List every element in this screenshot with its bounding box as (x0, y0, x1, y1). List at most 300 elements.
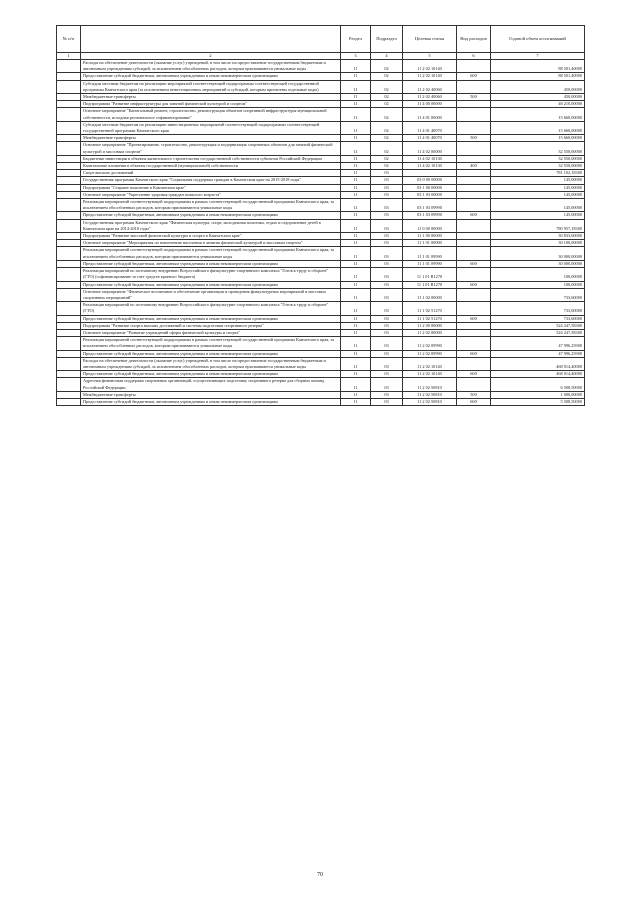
table-row (57, 142, 585, 155)
row-name: Межбюджетные трансферты (81, 391, 341, 398)
row-index (57, 177, 81, 184)
row-subsection: 03 (371, 337, 403, 350)
row-expense-type: 600 (457, 73, 491, 80)
row-expense-type: 500 (457, 135, 491, 142)
table-row (57, 60, 585, 73)
row-subsection: 02 (371, 101, 403, 108)
row-name: Бюджетные инвестиции в объекты капитального строительства государственной собственности субъектов Российской Федерации (81, 155, 341, 162)
column-number: 7 (491, 53, 585, 60)
row-index (57, 371, 81, 378)
row-amount: 145,00000 (491, 177, 585, 184)
row-section: 11 (341, 398, 371, 405)
row-section: 11 (341, 337, 371, 350)
table-row (57, 240, 585, 247)
table-row (57, 184, 585, 191)
row-section: 11 (341, 219, 371, 232)
column-number-row (57, 53, 585, 60)
table-row (57, 281, 585, 288)
row-target: 11 4 02 00000 (403, 142, 457, 155)
table-row (57, 391, 585, 398)
row-amount: 48 210,00000 (491, 101, 585, 108)
table-row (57, 212, 585, 219)
row-expense-type (457, 142, 491, 155)
row-index (57, 337, 81, 350)
row-section: 11 (341, 268, 371, 281)
table-row (57, 199, 585, 212)
row-subsection: 03 (371, 391, 403, 398)
row-target: 11 2 02 10140 (403, 371, 457, 378)
row-target (403, 170, 457, 177)
row-target: 11 2 02 09990 (403, 337, 457, 350)
table-row (57, 177, 585, 184)
row-expense-type (457, 60, 491, 73)
row-target: 11 4 02 10130 (403, 155, 457, 162)
row-subsection: 02 (371, 80, 403, 93)
row-target: 03 1 03 09990 (403, 199, 457, 212)
row-subsection: 03 (371, 329, 403, 336)
row-amount: 780 957,18300 (491, 219, 585, 232)
row-expense-type (457, 247, 491, 260)
row-name: Адресная финансовая поддержка спортивных организаций, осуществляющих подготовку спортивного резерва для сборных команд Российской Федерации (81, 378, 341, 391)
column-number: 3 (341, 53, 371, 60)
row-subsection: 03 (371, 260, 403, 267)
table-row (57, 247, 585, 260)
row-index (57, 398, 81, 405)
header-subsection: Подраздел (371, 26, 403, 53)
header-annual-sum: Годовой объем ассигнований (491, 26, 585, 53)
row-section: 11 (341, 350, 371, 357)
row-amount: 145,00000 (491, 212, 585, 219)
row-target: 11 1 02 51270 (403, 315, 457, 322)
row-subsection: 03 (371, 398, 403, 405)
row-subsection: 02 (371, 108, 403, 121)
column-number: 1 (57, 53, 81, 60)
table-row (57, 233, 585, 240)
row-target: 11 1 01 00000 (403, 240, 457, 247)
row-name: Реализация мероприятий соответствующей подпрограммы в рамках соответствующей государственной программы Камчатского края, за исключением обособленных расходов, которым присваиваются уникальные коды (81, 247, 341, 260)
row-name: Основное мероприятие "Проектирование, строительство, реконструкция и модернизация спортивных объектов для занятий физической культурой и массовым спортом" (81, 142, 341, 155)
row-section: 11 (341, 212, 371, 219)
row-index (57, 142, 81, 155)
row-expense-type: 600 (457, 398, 491, 405)
table-row (57, 268, 585, 281)
row-target: 03 1 00 00000 (403, 184, 457, 191)
row-section: 11 (341, 357, 371, 370)
row-amount: 30 833,60000 (491, 233, 585, 240)
row-index (57, 191, 81, 198)
row-amount: 32 550,00000 (491, 142, 585, 155)
row-name: Предоставление субсидий бюджетным, автономным учреждениям и иным некоммерческим организациям (81, 281, 341, 288)
row-index (57, 163, 81, 170)
row-name: Предоставление субсидий бюджетным, автономным учреждениям и иным некоммерческим организациям (81, 398, 341, 405)
table-body (57, 60, 585, 406)
table-row (57, 155, 585, 162)
table-row (57, 378, 585, 391)
table-row (57, 357, 585, 370)
row-name: Основное мероприятие "Капитальный ремонт, строительство, реконструкция объектов спортивной инфраструктуры муниципальной собственности, исходная региональное софинансирование" (81, 108, 341, 121)
table-row (57, 315, 585, 322)
row-section: 11 (341, 247, 371, 260)
row-section: 11 (341, 135, 371, 142)
row-expense-type (457, 219, 491, 232)
row-name: Подпрограмма "Развитие спорта высших достижений и системы подготовки спортивного резерва" (81, 322, 341, 329)
row-subsection: 02 (371, 121, 403, 134)
row-expense-type (457, 184, 491, 191)
row-target: 11 0 00 00000 (403, 219, 457, 232)
row-amount: 32 550,00000 (491, 155, 585, 162)
row-section: 11 (341, 177, 371, 184)
row-index (57, 233, 81, 240)
row-subsection: 02 (371, 60, 403, 73)
column-number: 6 (457, 53, 491, 60)
row-index (57, 155, 81, 162)
row-name: Государственная программа Камчатского края "Социальная поддержка граждан в Камчатском крае на 2015-2018 годы" (81, 177, 341, 184)
row-index (57, 94, 81, 101)
row-index (57, 80, 81, 93)
row-expense-type (457, 268, 491, 281)
row-name: Основное мероприятие "Физическое воспитание и обеспечение организации и проведения физкультурных мероприятий и массовых спортивных мероприятий" (81, 288, 341, 301)
table-row (57, 135, 585, 142)
header-target: Целевая статья (403, 26, 457, 53)
row-target: 11 2 02 50810 (403, 378, 457, 391)
page-number: 70 (317, 872, 323, 878)
row-target: 11 2 02 10140 (403, 73, 457, 80)
row-target: 03 1 03 09990 (403, 212, 457, 219)
header-expense-type: Вид расходов (457, 26, 491, 53)
row-index (57, 281, 81, 288)
row-index (57, 121, 81, 134)
row-expense-type (457, 170, 491, 177)
row-index (57, 135, 81, 142)
row-subsection: 03 (371, 247, 403, 260)
row-section: 11 (341, 378, 371, 391)
row-subsection: 03 (371, 371, 403, 378)
row-subsection: 03 (371, 233, 403, 240)
table-row (57, 108, 585, 121)
row-expense-type (457, 108, 491, 121)
row-section: 11 (341, 184, 371, 191)
row-target: 11 4 01 00000 (403, 108, 457, 121)
column-number: 4 (371, 53, 403, 60)
header-index: № п/п (57, 26, 81, 53)
row-name: Основное мероприятие "Развитие учреждений сферы физической культуры и спорта" (81, 329, 341, 336)
row-index (57, 302, 81, 315)
row-name: Капитальные вложения в объекты государственной (муниципальной) собственности (81, 163, 341, 170)
row-section: 11 (341, 170, 371, 177)
row-amount: 450,00000 (491, 80, 585, 93)
row-name: Основное мероприятие "Укрепление здоровья граждан пожилого возраста" (81, 191, 341, 198)
row-amount: 145,00000 (491, 191, 585, 198)
row-index (57, 322, 81, 329)
row-subsection: 03 (371, 191, 403, 198)
row-amount: 733,60000 (491, 302, 585, 315)
table-row (57, 371, 585, 378)
row-section: 11 (341, 73, 371, 80)
row-expense-type (457, 191, 491, 198)
row-name: Предоставление субсидий бюджетным, автономным учреждениям и иным некоммерческим организациям (81, 73, 341, 80)
row-expense-type (457, 177, 491, 184)
row-subsection: 02 (371, 73, 403, 80)
row-amount: 145,00000 (491, 184, 585, 191)
row-target: 11 4 01 40070 (403, 121, 457, 134)
row-subsection: 03 (371, 322, 403, 329)
table-row (57, 101, 585, 108)
row-name: Основное мероприятие "Мероприятия по вовлечению населения в занятия физической культурой и массовым спортом" (81, 240, 341, 247)
row-target: 11 2 02 50810 (403, 398, 457, 405)
row-target: 11 4 02 10130 (403, 163, 457, 170)
row-target: 11 1 00 00000 (403, 233, 457, 240)
row-expense-type (457, 80, 491, 93)
row-amount: 145,00000 (491, 199, 585, 212)
row-index (57, 315, 81, 322)
table-row (57, 219, 585, 232)
row-index (57, 260, 81, 267)
row-expense-type (457, 337, 491, 350)
row-index (57, 73, 81, 80)
row-expense-type (457, 233, 491, 240)
row-target: 03 1 03 00000 (403, 191, 457, 198)
row-name: Государственная программа Камчатского края "Физическая культура, спорт, молодежная политика, отдых и оздоровление детей в Камчатском крае на 2014-2018 годы" (81, 219, 341, 232)
row-section: 11 (341, 60, 371, 73)
row-section: 11 (341, 329, 371, 336)
row-amount: 88 501,40000 (491, 73, 585, 80)
row-expense-type: 600 (457, 350, 491, 357)
row-index (57, 212, 81, 219)
row-target: 11 1 02 51270 (403, 302, 457, 315)
row-subsection: 02 (371, 155, 403, 162)
row-section: 11 (341, 155, 371, 162)
table-row (57, 337, 585, 350)
row-section: 11 (341, 315, 371, 322)
column-number: 5 (403, 53, 457, 60)
row-name: Спорт высших достижений (81, 170, 341, 177)
row-name: Подпрограмма "Старшее поколение в Камчатском крае" (81, 184, 341, 191)
budget-table (56, 25, 585, 406)
row-section: 11 (341, 121, 371, 134)
row-amount: 15 660,00000 (491, 121, 585, 134)
row-index (57, 350, 81, 357)
row-section: 11 (341, 322, 371, 329)
row-section: 11 (341, 391, 371, 398)
row-section: 11 (341, 233, 371, 240)
row-target: 11 1 01 R1270 (403, 268, 457, 281)
column-number: 2 (81, 53, 341, 60)
row-expense-type: 600 (457, 371, 491, 378)
row-expense-type (457, 121, 491, 134)
table-row (57, 350, 585, 357)
row-index (57, 60, 81, 73)
row-index (57, 199, 81, 212)
row-section: 11 (341, 240, 371, 247)
row-name: Реализация мероприятий по поэтапному внедрению Всероссийского физкультурно-спортивного комплекса "Готов к труду и обороне" (ГТО) (81, 302, 341, 315)
row-amount: 100,00000 (491, 268, 585, 281)
row-target: 03 0 00 00000 (403, 177, 457, 184)
table-row (57, 121, 585, 134)
row-name: Межбюджетные трансферты (81, 135, 341, 142)
row-amount: 468 014,40000 (491, 357, 585, 370)
row-amount: 47 996,25900 (491, 350, 585, 357)
table-row (57, 329, 585, 336)
row-expense-type (457, 155, 491, 162)
row-subsection: 03 (371, 212, 403, 219)
row-subsection: 03 (371, 177, 403, 184)
header-name (81, 26, 341, 53)
row-section: 11 (341, 101, 371, 108)
row-target: 11 2 02 40060 (403, 94, 457, 101)
row-name: Предоставление субсидий бюджетным, автономным учреждениям и иным некоммерческим организациям (81, 315, 341, 322)
row-expense-type (457, 357, 491, 370)
row-name: Реализация мероприятий по поэтапному внедрению Всероссийского физкультурно-спортивного комплекса "Готов к труду и обороне" (ГТО) (софинансирование за счет средств краевого бюджета) (81, 268, 341, 281)
row-subsection: 03 (371, 302, 403, 315)
row-expense-type: 600 (457, 315, 491, 322)
row-name: Предоставление субсидий бюджетным, автономным учреждениям и иным некоммерческим организациям (81, 350, 341, 357)
row-amount: 15 660,00000 (491, 135, 585, 142)
row-section: 11 (341, 302, 371, 315)
row-name: Предоставление субсидий бюджетным, автономным учреждениям и иным некоммерческим организациям (81, 260, 341, 267)
row-name: Субсидии местным бюджетам на реализацию инвестиционных мероприятий соответствующей подпрограммы соответствующей государственной программы Камчатского края (81, 121, 341, 134)
row-target: 11 2 00 00000 (403, 322, 457, 329)
table-row (57, 288, 585, 301)
row-name: Реализация мероприятий соответствующей подпрограммы в рамках соответствующей государственной программы Камчатского края, за исключением обособленных расходов, которым присваиваются уникальные коды (81, 337, 341, 350)
row-index (57, 108, 81, 121)
row-target: 11 2 02 00000 (403, 329, 457, 336)
row-index (57, 391, 81, 398)
row-target: 11 2 02 50810 (403, 391, 457, 398)
row-amount: 15 660,00000 (491, 108, 585, 121)
table-header-row (57, 26, 585, 53)
row-index (57, 247, 81, 260)
row-expense-type (457, 199, 491, 212)
row-target: 11 1 02 00000 (403, 288, 457, 301)
row-subsection: 02 (371, 135, 403, 142)
row-section: 11 (341, 288, 371, 301)
row-subsection: 03 (371, 357, 403, 370)
row-amount: 32 550,00000 (491, 163, 585, 170)
row-section: 11 (341, 163, 371, 170)
row-amount: 468 014,40000 (491, 371, 585, 378)
row-expense-type: 500 (457, 391, 491, 398)
row-index (57, 219, 81, 232)
table-row (57, 398, 585, 405)
row-subsection: 02 (371, 94, 403, 101)
row-amount: 524 247,58300 (491, 322, 585, 329)
row-subsection: 03 (371, 170, 403, 177)
row-subsection: 03 (371, 199, 403, 212)
row-amount: 30 000,00000 (491, 260, 585, 267)
row-name: Межбюджетные трансферты (81, 94, 341, 101)
row-name: Расходы на обеспечение деятельности (оказание услуг) учреждений, в том числе на предоставление государственным бюджетным и автономным учреждениям субсидий, за исключением обособленных расходов, которым присваиваются уникальные коды (81, 357, 341, 370)
row-subsection: 03 (371, 240, 403, 247)
row-expense-type (457, 302, 491, 315)
row-target: 11 2 02 10140 (403, 60, 457, 73)
header-section: Раздел (341, 26, 371, 53)
row-expense-type: 400 (457, 163, 491, 170)
row-amount: 88 501,40000 (491, 60, 585, 73)
row-amount: 781 102,18300 (491, 170, 585, 177)
row-expense-type (457, 240, 491, 247)
row-index (57, 101, 81, 108)
row-section: 11 (341, 260, 371, 267)
row-amount: 47 996,25900 (491, 337, 585, 350)
row-index (57, 170, 81, 177)
row-name: Расходы на обеспечение деятельности (оказание услуг) учреждений, в том числе на предоставление государственным бюджетным и автономным учреждениям субсидий, за исключением обособленных расходов, которым присваиваются уникальные коды (81, 60, 341, 73)
table-row (57, 302, 585, 315)
row-amount: 30 100,00000 (491, 240, 585, 247)
row-name: Подпрограмма "Развитие инфраструктуры для занятий физической культурой и спортом" (81, 101, 341, 108)
row-target: 11 1 01 R1270 (403, 281, 457, 288)
table-row (57, 260, 585, 267)
row-index (57, 378, 81, 391)
row-expense-type (457, 288, 491, 301)
row-amount: 6 508,50000 (491, 378, 585, 391)
row-amount: 524 247,58300 (491, 329, 585, 336)
row-index (57, 268, 81, 281)
row-index (57, 240, 81, 247)
row-target: 11 4 00 00000 (403, 101, 457, 108)
row-section: 11 (341, 371, 371, 378)
table-row (57, 322, 585, 329)
row-expense-type: 500 (457, 94, 491, 101)
row-subsection: 03 (371, 315, 403, 322)
row-index (57, 329, 81, 336)
table-row (57, 80, 585, 93)
row-section: 11 (341, 80, 371, 93)
row-amount: 450,00000 (491, 94, 585, 101)
table-row (57, 191, 585, 198)
row-expense-type (457, 322, 491, 329)
row-target: 11 2 02 40060 (403, 80, 457, 93)
row-index (57, 184, 81, 191)
row-expense-type: 600 (457, 212, 491, 219)
row-target: 11 1 01 09990 (403, 247, 457, 260)
row-index (57, 288, 81, 301)
row-subsection: 03 (371, 378, 403, 391)
row-amount: 100,00000 (491, 281, 585, 288)
row-amount: 1 000,00000 (491, 391, 585, 398)
row-amount: 733,60000 (491, 288, 585, 301)
row-name: Предоставление субсидий бюджетным, автономным учреждениям и иным некоммерческим организациям (81, 371, 341, 378)
row-index (57, 357, 81, 370)
row-amount: 30 000,00000 (491, 247, 585, 260)
row-name: Субсидии местным бюджетам на реализацию мероприятий соответствующей подпрограммы соответствующей государственной программы Камчатского края (за исключением инвестиционных мероприятий и субсидий, которым присвоены отдельные коды) (81, 80, 341, 93)
row-name: Предоставление субсидий бюджетным, автономным учреждениям и иным некоммерческим организациям (81, 212, 341, 219)
row-subsection: 02 (371, 142, 403, 155)
row-subsection: 03 (371, 288, 403, 301)
table-row (57, 163, 585, 170)
row-amount: 5 508,50000 (491, 398, 585, 405)
row-target: 11 1 01 09990 (403, 260, 457, 267)
row-section: 11 (341, 108, 371, 121)
row-section: 11 (341, 142, 371, 155)
row-subsection: 03 (371, 281, 403, 288)
row-expense-type: 600 (457, 260, 491, 267)
row-subsection: 03 (371, 219, 403, 232)
row-name: Реализация мероприятий соответствующей подпрограммы в рамках соответствующей государственной программы Камчатского края, за исключением обособленных расходов, которым присваиваются уникальные коды (81, 199, 341, 212)
table-row (57, 94, 585, 101)
table-row (57, 73, 585, 80)
row-expense-type (457, 329, 491, 336)
row-expense-type (457, 101, 491, 108)
row-subsection: 03 (371, 184, 403, 191)
row-section: 11 (341, 94, 371, 101)
row-expense-type (457, 378, 491, 391)
row-name: Подпрограмма "Развитие массовой физической культуры и спорта в Камчатском крае" (81, 233, 341, 240)
row-section: 11 (341, 191, 371, 198)
row-subsection: 03 (371, 350, 403, 357)
row-subsection: 03 (371, 268, 403, 281)
row-expense-type: 600 (457, 281, 491, 288)
row-section: 11 (341, 199, 371, 212)
